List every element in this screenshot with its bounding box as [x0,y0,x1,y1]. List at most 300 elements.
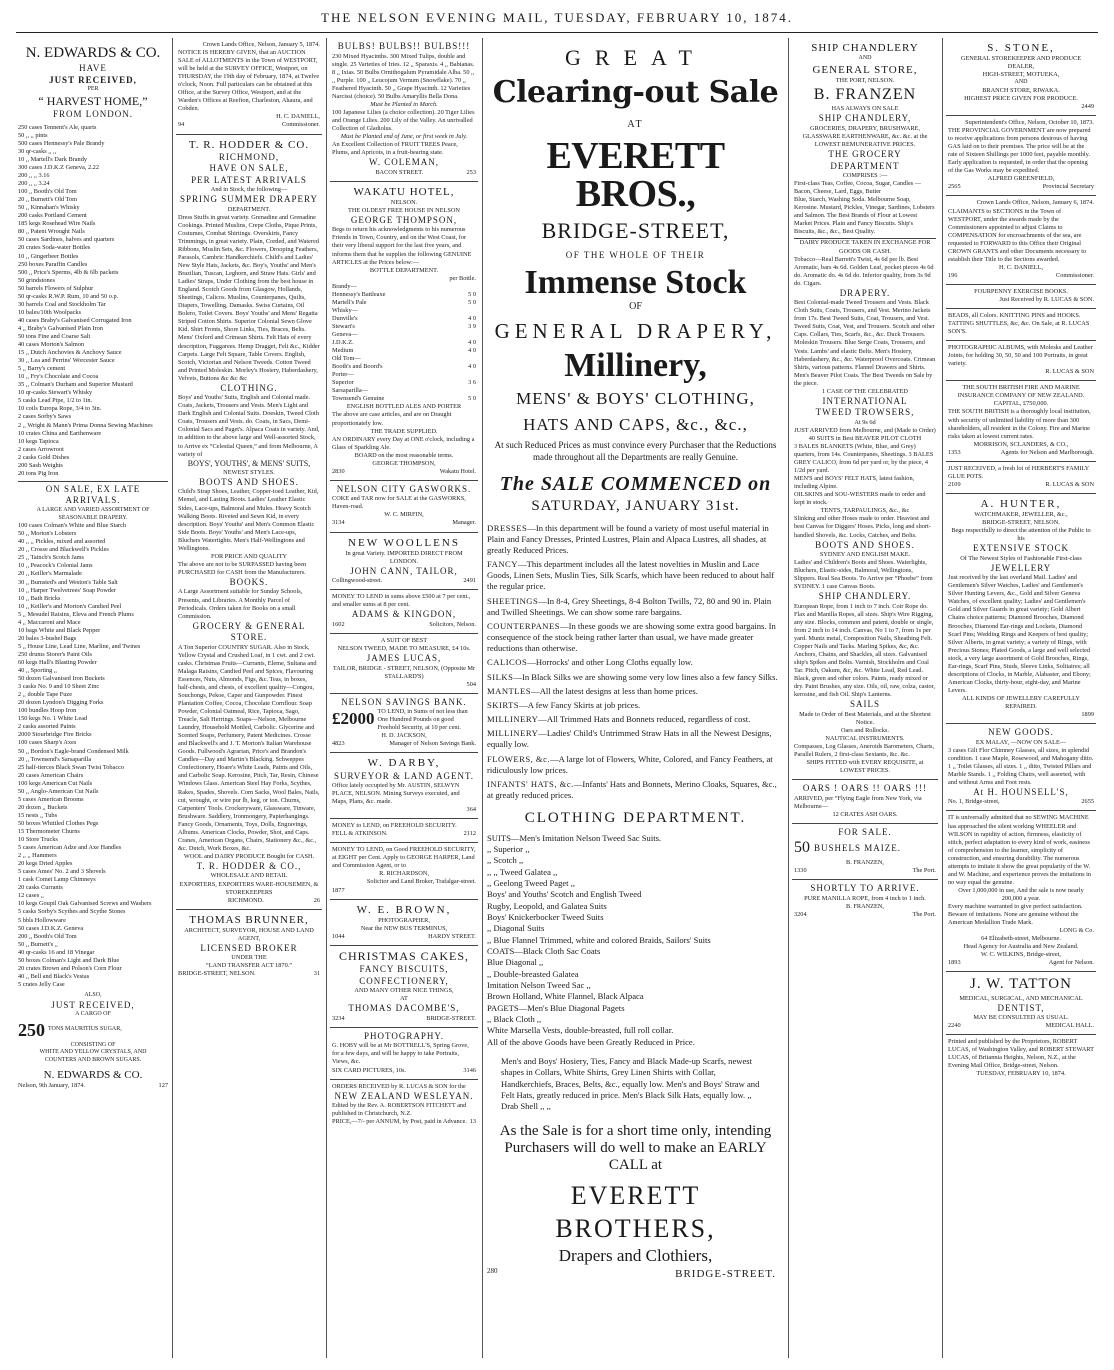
lucas-son: R. LUCAS & SON [1045,368,1094,376]
clothing-line: ,, Diagonal Suits [487,923,545,934]
lucas-3: R. LUCAS & SON [1045,480,1094,488]
gas-notice [946,116,1096,196]
xmas: CHRISTMAS CAKES, [338,948,470,963]
xmas-ad [330,946,478,1028]
south-british: THE SOUTH BRITISH FIRE AND MARINE INSURANCE COMPANY OF NEW ZEALAND. [957,384,1085,400]
claimants-notice [946,196,1096,284]
stock-item: 20 ,, Townsend's Sarsaparilla [18,755,92,763]
jackson-role: Manager of Nelson Savings Bank. [389,740,476,748]
ref-6: 504 [466,680,476,688]
hunter: A. HUNTER, [980,497,1062,510]
tents: TENTS, TARPAULINGS, &c., &c [820,507,910,515]
fifty: 50 [794,839,810,857]
stock-item: 5 crates Jelly Case [18,980,65,988]
richardson: R. RICHARDSON, [379,870,429,878]
clothing-line: ,, Scotch ,, [487,855,524,866]
cargo-number: 250 [18,1019,45,1040]
department-name: MILLINERY [487,728,539,739]
ship-name: “ HARVEST HOME,” [38,93,148,108]
hodder-foot [178,897,320,905]
department-desc: —In 8-4, Grey Sheetings, 8-4 Bolton Twills, 72, 80 and 90 in. Plain and Twilled Sheetings. We can show some rare bargains. [487,595,772,617]
stock-item: 250 drums Storer's Paint Oils [18,650,92,658]
department-name: SILKS [487,671,514,682]
stock-item: 10 ,, Harper Twelvetrees' Soap Powder [18,586,116,594]
cann-foot [332,577,476,585]
department-name: SKIRTS [487,699,520,710]
price-quality: FOR PRICE AND QUALITY [210,552,288,560]
closing: As the Sale is for a short time only, intending Purchasers will do well to make an EARLY CALL at [499,1122,772,1174]
books-text: A Large Assortment suitable for Sunday Schools, Presents, and Libraries. A Monthly Parcel of Periodicals. Orders taken for Books on a small Commission. [178,588,303,620]
column-rule [482,38,483,1358]
boots-text: Ladies' and Children's Boots and Shoes. Waterlights, Bluchers, Elastic-sides, Balmoral, Wellingtons, Slippers. Real Sea Boots. To Arrive per “Phoebe” from SYDNEY. 1 case Canvas Boots. [794,559,933,591]
ref: 280 [487,1266,498,1275]
stock-item: 20 dozen Lyndon's Digging Forks [18,699,104,707]
ref-9: 2112 [463,830,476,838]
stock-item: 20 ,, Burnett's Old Tom [18,196,77,204]
per-bottle: per Bottle. [449,274,476,282]
nautical: NAUTICAL INSTRUMENTS. [825,735,905,743]
stock-item: 80 ,, Patent Wrought Nails [18,228,85,236]
tweed: TWEED TROWSERS, [815,407,915,418]
ref-2: 2830 [332,467,345,475]
glue-foot [948,481,1094,489]
boots-head: BOOTS AND SHOES. [199,476,299,487]
sewing: IT is universally admitted that no SEWING MACHINE has approached the silent working WHEELER and WILSON in rapidity of action, firmness, elasticity of stitch, perfect adaptation to every kind of work, easiness of comprehension to the learner, simplicity of construction, and ensuring durability. The numerous attempts to imitate it show the great popularity of the W. and W. Machine, and experience proves the imitations in no way equal the genuine. [948,814,1092,886]
clothing-line: COATS—Black Cloth Sac Coats [487,945,601,956]
ref-5: 1602 [332,620,345,628]
stock-item: 20 kegs Dried Apples [18,860,73,868]
everett-brothers: EVERETT BROTHERS, [555,1180,716,1243]
price-item: Whisky— [332,306,358,314]
ref-12: 3234 [332,1014,345,1022]
price-item: J.D.K.Z. [332,339,354,347]
medical: MEDICAL, SURGICAL, AND MECHANICAL [959,994,1083,1002]
bridge: BRIDGE-STREET, NELSON. [982,519,1060,527]
manila: PURE MANILLA ROPE, from 4 inch to 1 inch. [804,894,926,902]
price-item: Porter— [332,371,354,379]
savings-ad [330,694,478,754]
photo-text: G. HOBY will be at Mr BOTTRELL'S, Spring Grove, for a few days, and will be happy to take Portraits, Views, &c. [332,1042,469,1066]
fourpenny: FOURPENNY EXERCISE BOOKS. [974,287,1068,295]
board: BOARD on the most reasonable terms. [354,451,454,459]
crown-head: Crown Lands Office, Nelson, January 5, 1874. [202,41,320,48]
rope-ad [792,880,938,923]
stock-item: 50 boxes Colman's Light and Dark Blue [18,956,120,964]
new-goods-ad [946,724,1096,811]
oilskins: OILSKINS and SOU-WESTERS made to order and kept in stock. [794,491,926,507]
bacon: BACON STREET. [375,168,424,176]
ref-3: 31 [313,970,320,978]
and: AND [1014,79,1028,86]
stock-item: 10 coils Europa Rope, 3/4 to 3in. [18,405,102,413]
ref: 127 [158,1081,168,1089]
dacombe: THOMAS DACOMBE'S, [348,1003,460,1014]
stock-item: 150 kegs No. 1 White Lead [18,715,88,723]
drapers: Drapers and Clothiers, [558,1246,713,1266]
franzen: B. FRANZEN [813,85,917,103]
warranted: Every machine warranted to give perfect satisfaction. [948,902,1083,910]
surveyor: SURVEYOR & LAND AGENT. [333,770,475,781]
richmond-2: RICHMOND. [227,896,264,904]
drapery-text: Best Colonial-made Tweed Trousers and Vests. Black Cloth Suits, Coats, Trousers, and Vest. Merino Jackets from 17s. Best Tweed Suits, Coat, Trousers, and Vest. Tweed Suits, Coat, Vest, and Trousers. Scotch and other Caps. Collars, Ties, Scarfs, &c., &c. Duck Trousers. Moleskin Trousers. Blue Serge Coats, Trousers, and Vests. Lambs' and elastic Belts. Men's Hosiery, Haberdashery, &c., &c. Waterproof Overcoats. Crimean Shirts, various patterns. Flannel Drawers and Shirts. Men's Beaver Pilot Coats. The Best Tweeds on Sale by the piece. [794,299,936,387]
licensed: LICENSED BROKER [200,942,298,953]
six: SIX CARD PICTURES, 10s. [332,1066,407,1074]
stock-item: 5 cases American Brooms [18,795,84,803]
stock-item: 300 cases J.D.K.Z Geneva, 2.22 [18,164,99,171]
saturday: SATURDAY, JANUARY 31st. [531,498,740,515]
clothing-line: Brown Holland, White Flannel, Black Alpaca [487,991,644,1002]
suit-ad [330,634,478,694]
orders: ORDERS RECEIVED by R. LUCAS & SON for the [332,1082,466,1090]
savings: NELSON SAVINGS BANK. [341,696,467,707]
department-item [487,714,784,725]
hodder: T. R. HODDER & CO. [188,138,310,151]
price-list [332,283,476,404]
department-name: COUNTERPANES [487,620,561,631]
sugars: WHITE AND YELLOW CRYSTALS, AND [39,1049,147,1056]
coleman-foot [332,169,476,177]
column-rule [788,38,789,1358]
price-item: Brandy— [332,282,357,290]
beads: BEADS, all Colors. KNITTING PINS and HOOKS. TATTING SHUTTLES, &c, &c. On Sale, at R. LUCAS SON'S. [948,312,1090,336]
grocery-text: A Ton Superior COUNTRY SUGAR. Also in Stock, Yellow Crystal and Crushed Loaf, in 1 cwt. and 2 cwt. casks. Christmas Fruits—Currants, Eleme, Sultana and Malaga Raisins, Candied Peel and Spices, Flavouring Essences, Nuts, Almonds, Figs, &c. Teas, in boxes, half-chests, and chests, of excellent quality—Congou, Souchongs, Pekoe, Caper and Gunpowder. Finest Plantation Coffee, Cocoa, Chocolate Cornflour. Soap Powder, Colonial Oatmeal, Rice, Tapioca, Sago, Treacle, Salt Herrings. Soaps—Nelson, Melbourne Laundry, Household Mottled, Carbolic. Glycerine and Scented Soaps, Perfumery, Patent Medicines. Crosse and Blackwell's and J. T. Morton's Italian Warehouse Goods. Fullwood's Agrarian, Price's and Brandon's Candles—Day and Martin's Blacking. Schweppes Confectionery, Hoare's White Leads, Paints and Oils, and Carbolic Soap. Kerosine, Pitch, Tar, Resin, Chinese Windows Glass. American Steel Hay Forks, Scythes, Rakes, Spades, Shovels. Corn Sacks, Wool Bales, Nails, cut, wrought, or wire pur lb, keg, or ton. Churns, Carpenters' Tools. Crockeryware, Glassware, Tinware, Brushware. Saddlery, Ironmongery, Papierhangings. Fancy Goods, Ornaments, Toys, Dolls, Engravings, Albums. American Clocks, Powder, Shot, and Caps. Cranes, American Organs, Chairs, Stationery &c., &c., &c. Dutch, Work Boxes, &c. [178,643,320,852]
stock-item: 10 bales/10th Woolpacks [18,308,82,316]
department-name: FANCY [487,559,518,570]
insurance-ad [946,381,1096,461]
pound-text: TO LEND, in Sums of not less than One Hundred Pounds on good Freehold Security, at 10 per cent. [377,708,468,732]
department-desc: —Infants' Hats and Bonnets, Merino Cloaks, Squares, &c., at greatly reduced prices. [487,778,777,801]
department-name: CALICOS [487,657,528,668]
department-desc: —In Black Silks we are showing some very low lines also a few fancy Silks. [513,671,778,682]
clothing-list [487,833,784,1049]
sydney: SYDNEY AND ENGLISH MAKE. [819,551,911,559]
ex-late-arrivals: ON SALE, EX LATE ARRIVALS. [18,481,168,507]
grocery-head: GROCERY & GENERAL STORE. [192,620,306,643]
watchmaker: WATCHMAKER, JEWELLER, &c., [974,510,1068,518]
tents-text: Slinking and other Hoses made to order. Heaviest and best Canvas for Diggers' Hoses. Picks, long and short-handled Shovels, &c. Locks, Catches, and Bolts. [794,515,931,539]
govt: THE PROVINCIAL GOVERNMENT are now prepared to receive applications from persons desirous of having GAS laid on to their premises. The price will be at the rate of Sixteen Shillings per 1000 feet, payable monthly. Early application is requested, in order that the opening of the Gas Works may be expedited. [948,127,1091,175]
franzen-2: B. FRANZEN, [846,858,884,866]
sec: Provincial Secretary [1042,183,1094,191]
tatton-ad [946,972,1096,1035]
thompson-text: Begs to return his acknowledgments to his numerous Friends in Town, Country, and on the West Coast, for their very liberal support for the last five years, and informs them that he supplies the following GENUINE ARTICLES at the Prices below:— [332,226,472,266]
stock-item: 40 qr-casks 16 and 18 Vinegar [18,948,95,956]
price-item: Sarsaparilla— [332,387,369,395]
hodder-2: T. R. HODDER & CO., [196,860,302,871]
column-3 [330,38,478,1358]
stock-item: 100 bundles Hoop Iron [18,707,77,715]
clothing-text: Boys' and Youths' Suits, English and Colonial made. Coats, Jackets, Trousers and Vests. Men's Light and Dark English and Colonial Suits. Doeskin, Tweed Cloth Coats, Trousers and Vests. do. Coats, in Sacs, Demi-Colonial Sacs and Paget's. Alpaca Coats in variety. And, in addition to the above large and Well-assorted Stock, to Arrive ex “Celestial Queen,” and from Melbourne, A variety of [178,394,320,458]
ref-7: 2655 [1081,798,1094,806]
department-item [487,523,784,557]
stock-item: 20 crates Soda-water Bottles [18,244,91,252]
clothing-line: ,, Black Cloth ,, [487,1014,542,1025]
stone: S. STONE, [987,42,1055,54]
column-1 [18,38,168,1358]
stock-item: 4 ,, Braby's Galvanised Plain Iron [18,324,103,332]
the-port: The Port. [912,866,936,874]
motueka: HIGH-STREET, MOTUEKA, [982,71,1060,79]
price-row [332,283,476,291]
the-port-2: The Port. [912,910,936,918]
ship-chandlery: SHIP CHANDLERY, [818,113,912,124]
fancy: FANCY BISCUITS, CONFECTIONERY, [359,964,449,986]
wesleyan-ad [330,1080,478,1131]
column-5 [792,38,938,1358]
department-item [487,621,784,655]
daniell-foot [948,272,1094,280]
nelson: NELSON. [390,198,418,206]
bottle: BOTTLE DEPARTMENT. [369,266,439,274]
new-goods: NEW GOODS. [988,727,1054,738]
stock-item: 50 ,, Burnett's ,, [18,940,58,948]
maize-line [794,838,936,858]
grocery: THE GROCERY DEPARTMENT [828,149,902,171]
sewing-ad [946,811,1096,972]
price-row [332,379,476,387]
storekeeper: GENERAL STOREKEEPER AND PRODUCE DEALER, [960,55,1082,71]
oars: Oars and Rollocks. [840,726,890,734]
fruit: An Excellent Collection of FRUIT TREES Peace, Plums, and Apricots, in a fruit-bearing state. [332,141,458,157]
adams: ADAMS & KINGDON, [351,609,457,620]
for-sale: FOR SALE. [838,826,892,837]
clothing-line: ,, Superior ,, [487,843,530,854]
department-item [487,779,784,801]
ordinary: AN ORDINARY every Day at ONE o'clock, including a Glass of Sparkling Ale. [332,435,475,451]
gasworks-ad [330,481,478,533]
darby: W. DARBY, [367,757,441,770]
everett-bros: EVERETT BROS., [546,135,725,216]
price-row [332,299,476,307]
price-row [332,307,476,315]
hodder-ad [176,135,322,910]
stock-item: 10 ,, Martell's Dark Brandy [18,155,87,163]
daniell: H. C. DANIELL, [999,263,1043,271]
stock-item: 20 ,, Crosse and Blackwell's Pickles [18,546,109,554]
stock-item: 100 cases Sharp's Axes [18,739,77,747]
ships-fitted: SHIPS FITTED with EVERY REQUISITE, at LOWEST PRICES. [806,759,924,775]
stock-item: 10 ,, Gingerbeer Bottles [18,252,79,260]
department-desc: —In these goods we are showing some extra good bargains. In consequence of the stock being rather larter than usual, we have made greater reductions than otherwise. [487,620,776,654]
price-item: Martell's Pale [332,298,367,306]
crates: 12 CRATES ASH OARS. [832,810,898,818]
intro-paragraph: At such Reduced Prices as must convince every Purchaser that the Reductions made throughout all the Departments are really Genuine. [494,440,777,463]
ref-2: 3204 [794,910,807,918]
suit-text: NELSON TWEED, MADE TO MEASURE, £4 10s. [337,644,471,652]
price-row [332,371,476,379]
international: INTERNATIONAL [822,395,908,406]
money3-ad [330,843,478,899]
begs: Begs respectfully to direct the attention of the Public to his [951,527,1091,543]
elizabeth: 64 Elizabeth-street, Melbourne. [981,935,1061,943]
brown: W. E. BROWN, [356,903,452,916]
money-2: MONEY to LEND, on FREEHOLD SECURITY. [332,822,457,830]
stock-item: 2 ,, double Tape Fuze [18,691,73,699]
brown-foot [332,933,476,941]
franzen-3: B. FRANZEN, [846,902,884,910]
stock-item: 30 ,, Bumsted's and Weston's Table Salt [18,578,118,586]
stock-item: 2 casks Gold Dishes [18,453,70,461]
many: AND MANY OTHER NICE THINGS, [354,987,454,995]
clearing-out-sale: Clearing-out Sale [492,75,779,111]
bridge: BRIDGE-STREET, NELSON. [178,970,256,978]
tailor: TAILOR, BRIDGE - STREET, NELSON, (Opposite Mr STALLARD'S) [332,664,476,680]
oars-2: OARS ! OARS !! OARS !!! [802,783,928,794]
at-9s: At 9s 6d [854,418,876,426]
stock-item: 2 cases Sorby's Saws [18,413,72,421]
price-row [332,347,476,355]
crown-sign: H. C. DANIELL, [276,113,320,121]
dairy: DAIRY PRODUCE TAKEN IN EXCHANGE FOR GOODS OR CASH. [794,238,936,255]
wilkins-foot [948,959,1094,967]
stock-item: 250 boxes Paraffin Candles [18,260,88,268]
stock-item: 100 kegs American Cut Nails [18,779,93,787]
price-value: 4 0 [468,314,476,322]
sugars-2: COUNTERS AND BROWN SUGARS. [44,1057,142,1064]
hounsell-2: No. 1, Bridge-street, [948,798,1000,806]
case: 1 CASE OF THE CELEBRATED [822,387,908,395]
stock-item: 50 tons Fine and Coarse Salt [18,332,91,340]
stock-item: 50 ,, Bordon's Eagle-brand Condensed Milk [18,747,129,755]
stock-item: 2 ,, ,, Hammers [18,852,57,860]
price-item: Stewart's [332,322,355,330]
price-row [332,387,476,395]
per-latest: PER LATEST ARRIVALS [191,174,307,185]
rope-foot [794,911,936,919]
coke: COKE and TAR now for SALE at the GASWORKS, Haven-road. [332,495,466,511]
wool: WOOL and DAIRY PRODUCE Bought for CASH. [183,852,315,860]
stock-item: 200 Sash Weights [18,461,63,469]
per: PER [87,86,99,93]
extensive: EXTENSIVE STOCK [972,543,1070,554]
planted-2: Must be Planted end of June, or first week in July. [340,132,468,140]
spring-drapery: SPRING SUMMER DRAPERY [179,194,319,205]
woollens-ad [330,533,478,591]
adams-foot [332,621,476,629]
at: AT [400,995,408,1003]
ref-8: 1893 [948,959,961,967]
price-item: Medium [332,347,354,355]
stock-item: 5 cases Ames' No. 2 and 3 Shovels [18,868,106,876]
ref-4: 2491 [463,577,476,585]
head: Head Agency for Australia and New Zealand. [963,943,1079,951]
price: PRICE,—7/- per ANNUM, by Post, paid in Advance. [332,1118,467,1126]
stock-item: 5 ,, Mesudel Raisins, Eleva and French Plums [18,610,134,618]
department-list [487,523,784,802]
masthead: THE NELSON EVENING MAIL, TUESDAY, FEBRUARY 10, 1874. [321,10,793,25]
stock-item: 3 casks No. 9 and 10 Sheet Zinc [18,683,100,691]
solicitors: Solicitors, Nelson. [429,620,476,628]
price-item: Superior [332,379,354,387]
hounsell-foot [948,798,1094,806]
stock-item: 200 casks Portland Cement [18,212,87,220]
riwaka: BRANCH STORE, RIWAKA. [982,86,1060,94]
stock-item: 10 kegs Tapioca [18,437,59,445]
dacombe-foot [332,1015,476,1023]
clothing-line: Imitation Nelson Tweed Sac ,, [487,979,591,990]
fell-foot [332,830,476,838]
department-item [487,700,784,711]
stock-item: 50 ,, Morton's Lobsters [18,530,77,538]
department-desc: —All the latest designs at less than home prices. [531,685,698,696]
department-desc: —Horrocks' and other Long Cloths equally low. [527,657,693,668]
drapery: DRAPERY. [839,287,891,298]
price-row [332,339,476,347]
bulbs-ad [330,38,478,182]
stock-item: 50 ,, ,, pints [18,131,48,139]
brunner-foot [178,970,320,978]
clothing-line: Boys' Knickerbocker Tweed Suits [487,911,604,922]
stock-item: 25 half-tierces Black Swan Twist Tobacco [18,763,125,771]
stock-item: 40 ,, Bell and Black's Vestas [18,972,90,980]
item-list [18,124,168,478]
fourpenny-ad [946,285,1096,309]
imprint-date: TUESDAY, FEBRUARY 10, 1874. [976,1070,1066,1078]
brunner: THOMAS BRUNNER, [189,913,309,926]
wesleyan-foot [332,1118,476,1126]
near: Near the NEW BUS TERMINUS, [360,924,448,932]
tatton-foot [948,1022,1094,1030]
signature: N. EDWARDS & CO. [43,1068,143,1081]
stock-item: 5 casks Lead Pipe, 1/2 to 1in. [18,397,93,405]
ref-6: 1899 [1081,711,1094,719]
hats-caps: HATS AND CAPS, &c., &c., [523,414,748,434]
price-item: Booth's and Boord's [332,363,383,371]
act: “LAND TRANSFER ACT 1870.” [205,962,293,970]
department-item [487,728,784,750]
stock-item: 20 crates Brown and Polson's Corn Flour [18,964,122,972]
wilkins: W. C. WILKINS, Bridge-street, [981,951,1061,959]
money-3: MONEY TO LEND, on Good FREEHOLD SECURITY, at EIGHT per Cent. Apply to GEORGE HARPER, Land and Commission Agent, or to [332,846,476,870]
cargo-line [18,1019,168,1042]
supt: Superintendent's Office, Nelson, October 10, 1873. [965,119,1094,127]
price-value: 5 0 [468,290,476,298]
pound: £2000 [332,709,375,729]
price-value: 3 9 [468,322,476,330]
thompson-2: GEORGE THOMPSON, [372,459,436,467]
highest: HIGHEST PRICE GIVEN FOR PRODUCE. [964,94,1078,102]
claimants: CLAIMANTS to SECTIONS in the Town of WESTPORT, under the awards made by the Commissioners appointed to adjust Claims to COMPENSATION for encroachments of the sea, are requested to FORWARD to this Office their Original CROWN GRANTS and other Documents necessary to establish their Title to the Sections awarded. [948,207,1087,263]
stock-item: 15 Thermometer Churns [18,827,80,835]
firm-name: N. EDWARDS & CO. [25,45,161,61]
price-item: Old Tom— [332,355,361,363]
ref-1: 2449 [1081,102,1094,110]
malay-text: 3 cases Gilt Flor Chimney Glasses, all sizes, in splendid condition. 1 case Maple, Rosewood, and Mahogany ditto. 1 ,, Toilet Glasses, all sizes. 1 ,, ditto, Twisted Pillars and Marble Stands. 1 ,, Folding Chairs, well assorted, with and without Arms and Foot rests. [948,746,1094,786]
stock-item: 25 ,, Taincb's Scotch Jams [18,554,84,562]
long: LONG & Co. [1059,927,1094,935]
woollens-text: In great Variety. IMPORTED DIRECT FROM LONDON. [345,549,463,565]
lucas: JAMES LUCAS, [366,653,442,664]
jewel-text: Just received by the last overland Mail. Ladies' and Gentlemen's Silver Watches, Ladies' and Gentlemen's Silver Hunting Levers, &c., Gold and Silver Geneva Watches, of excellent quality; Ladies' and Gentlemen's Gold and Silver Guards in great variety; Gold Albert Chains choice patterns; Diamond Brooches, Diamond Brooches, Diamond Ear-rings and Lockets, Diamond Scarf Pins; Wedding Rings and Keepers of best quality; Silver Alberts, in great variety; a variety of Rings, with Precious Stones; Plated Goods, a large and well selected stock, a very large assortment of Gold Brooches, Rings, Ear-rings, Scarf Pins, Studs, Sleeve Links, Solitaires; all descriptions of Clocks, in Marble, Alabaster, and Ebony; American Clocks, thirty-hour, eight-day, and Marine Levers. [948,574,1091,694]
arrived: JUST ARRIVED from Melbourne, and (Made to Order) [794,426,936,434]
stock-item: 10 crates China and Earthenware [18,429,102,437]
stock-item: 2000 Stourbridge Fire Bricks [18,731,92,739]
stock-item: 10 Store Trucks [18,836,58,844]
stock-item: 5 bbls Hollowware [18,916,66,924]
price-value: 4 0 [468,339,476,347]
fell: FELL & ATKINSON. [332,830,388,838]
column-rule [942,38,943,1358]
wakatu-2: Wakatu Hotel. [439,467,476,475]
department-name: DRESSES [487,522,528,533]
consulted: MAY BE CONSULTED AS USUAL. [973,1014,1069,1022]
ref-1: 253 [466,168,476,176]
malay: EX MALAY, —NOW ON SALE— [975,738,1067,746]
sold: Over 1,000,000 in use, And the sale is now nearly 200,000 a year. [958,886,1084,902]
ref-10: 1877 [332,886,345,894]
just-received: JUST RECEIVED, [49,74,137,85]
ref-5: 2109 [948,480,961,488]
